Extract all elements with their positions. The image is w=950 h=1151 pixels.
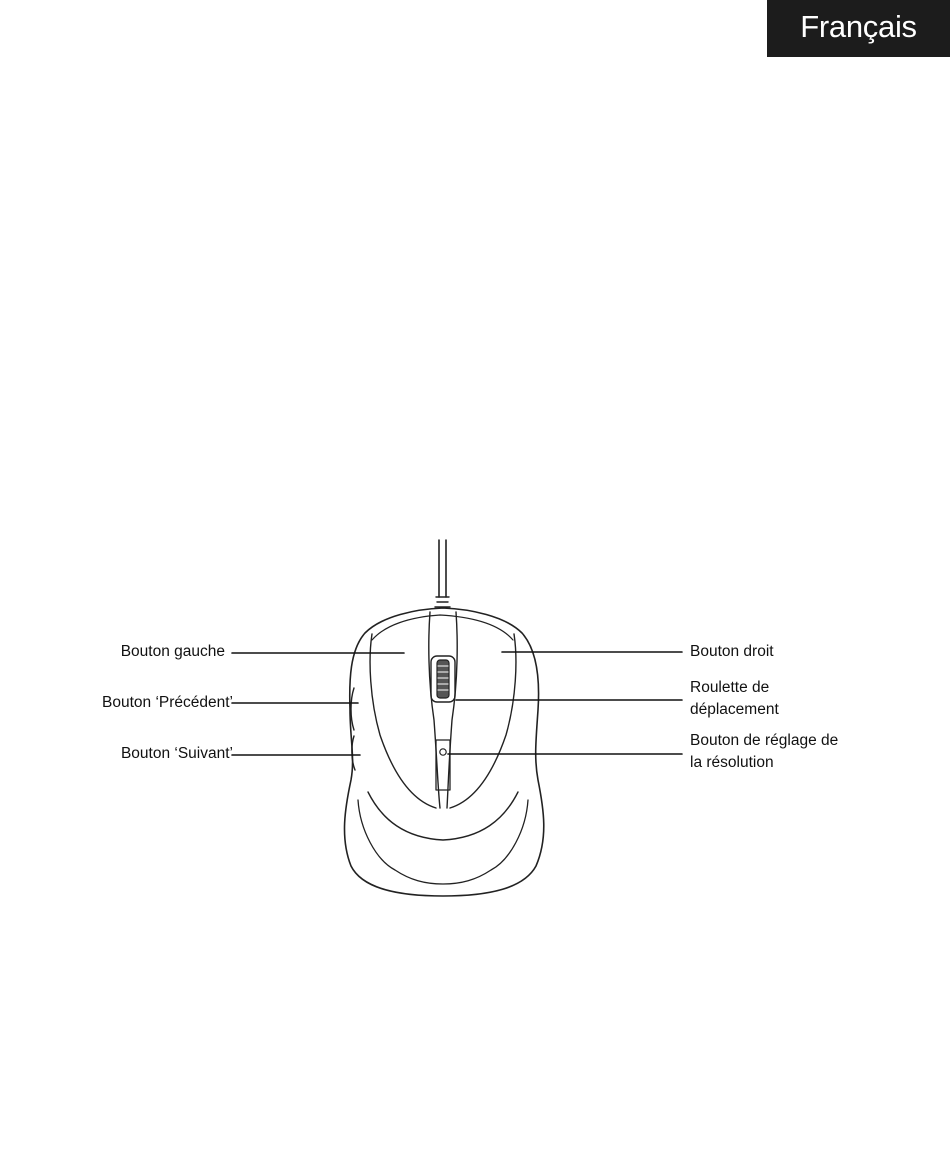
palm-lower-contour	[358, 800, 528, 884]
right-button-contour	[450, 634, 516, 808]
left-button-contour	[370, 634, 436, 808]
label-back-button: Bouton ‘Précédent’	[102, 694, 233, 711]
language-tab: Français	[767, 0, 950, 57]
label-scroll-wheel-line1: Roulette de	[690, 679, 770, 696]
label-forward-button: Bouton ‘Suivant’	[120, 745, 233, 762]
back-side-button	[351, 688, 354, 730]
center-strip	[429, 612, 457, 808]
label-scroll-wheel-line2: déplacement	[690, 701, 779, 718]
palm-contour	[368, 792, 518, 840]
label-dpi-button-line2: la résolution	[690, 754, 774, 771]
label-dpi-button-line1: Bouton de réglage de	[690, 732, 839, 749]
label-left-button: Bouton gauche	[120, 643, 225, 660]
cable	[435, 540, 450, 607]
shell-inner-ridge	[372, 615, 513, 640]
label-right-button: Bouton droit	[690, 643, 774, 660]
